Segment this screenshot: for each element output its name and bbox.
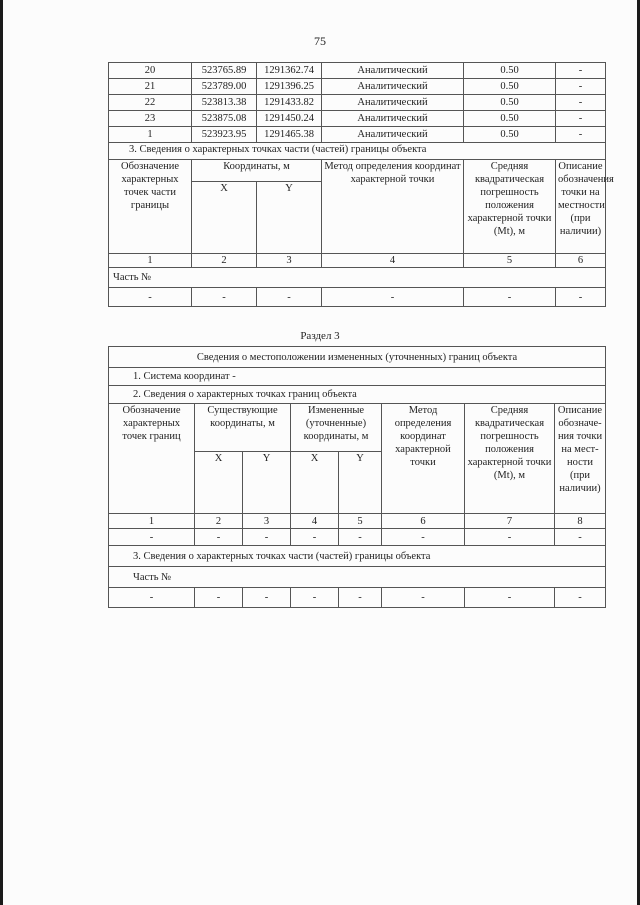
point-row xyxy=(109,111,606,127)
cell: Аналитический xyxy=(322,127,464,143)
empty-row xyxy=(109,288,606,307)
header-y: Y xyxy=(257,182,322,254)
cell: 1291362.74 xyxy=(257,63,322,79)
cell: - xyxy=(339,529,382,546)
col-number: 8 xyxy=(555,514,606,529)
cell: - xyxy=(339,588,382,608)
header-method: Метод определения координат характерной точки xyxy=(322,160,464,254)
col-number: 3 xyxy=(257,254,322,268)
col-number: 5 xyxy=(464,254,556,268)
col-number: 2 xyxy=(195,514,243,529)
changed-boundaries-table xyxy=(108,346,606,608)
header-changed-coords: Измененные (уточненные) координаты, м xyxy=(291,404,382,452)
col-number: 7 xyxy=(465,514,555,529)
cell: 1 xyxy=(109,127,192,143)
cell: - xyxy=(322,288,464,307)
points-title: 2. Сведения о характерных точках границ объекта xyxy=(109,386,606,404)
column-numbers-row xyxy=(109,514,606,529)
col-number: 6 xyxy=(382,514,465,529)
part-number-label: Часть № xyxy=(109,567,606,588)
header-coordinates: Координаты, м xyxy=(192,160,322,182)
col-number: 2 xyxy=(192,254,257,268)
section-heading: Сведения о местоположении измененных (уточненных) границ объекта xyxy=(109,347,606,368)
header-error: Средняя квадратическая погрешность положения характерной точки (Mt), м xyxy=(464,160,556,254)
cell: 20 xyxy=(109,63,192,79)
cell: - xyxy=(291,588,339,608)
cell: 523789.00 xyxy=(192,79,257,95)
point-row xyxy=(109,79,606,95)
header-point-designation: Обозначение характерных точек части границы xyxy=(109,160,192,254)
cell: 0.50 xyxy=(464,127,556,143)
cell: - xyxy=(195,588,243,608)
scan-edge-left xyxy=(0,0,3,905)
header-existing-coords: Существующие координаты, м xyxy=(195,404,291,452)
cell: - xyxy=(555,529,606,546)
header-description: Описание обозначе-ния точки на мест-ности (при наличии) xyxy=(555,404,606,514)
cell: Аналитический xyxy=(322,111,464,127)
cell: - xyxy=(243,529,291,546)
col-number: 1 xyxy=(109,514,195,529)
header-y: Y xyxy=(339,452,382,514)
cell: - xyxy=(556,288,606,307)
section-title: Раздел 3 xyxy=(300,330,340,342)
header-y: Y xyxy=(243,452,291,514)
cell: 23 xyxy=(109,111,192,127)
point-row xyxy=(109,63,606,79)
page-number: 75 xyxy=(314,34,326,48)
cell: - xyxy=(465,529,555,546)
empty-row xyxy=(109,529,606,546)
cell: 1291396.25 xyxy=(257,79,322,95)
points-rows xyxy=(109,63,606,143)
cell: 0.50 xyxy=(464,79,556,95)
cell: 523765.89 xyxy=(192,63,257,79)
cell: 22 xyxy=(109,95,192,111)
col-number: 5 xyxy=(339,514,382,529)
cell: - xyxy=(464,288,556,307)
cell: - xyxy=(556,63,606,79)
col-number: 4 xyxy=(291,514,339,529)
cell: Аналитический xyxy=(322,95,464,111)
header-method: Метод определения координат характерной точки xyxy=(382,404,465,514)
cell: Аналитический xyxy=(322,79,464,95)
cell: 21 xyxy=(109,79,192,95)
cell: - xyxy=(291,529,339,546)
cell: - xyxy=(556,79,606,95)
coord-system: 1. Система координат - xyxy=(109,368,606,386)
header-x: X xyxy=(195,452,243,514)
cell: - xyxy=(109,588,195,608)
cell: 0.50 xyxy=(464,95,556,111)
cell: 1291465.38 xyxy=(257,127,322,143)
cell: - xyxy=(382,588,465,608)
part-number-label: Часть № xyxy=(109,268,606,288)
cell: - xyxy=(556,95,606,111)
header-error: Средняя квадратическая погрешность положения характерной точки (Mt), м xyxy=(465,404,555,514)
cell: - xyxy=(555,588,606,608)
cell: - xyxy=(195,529,243,546)
cell: - xyxy=(465,588,555,608)
cell: - xyxy=(556,127,606,143)
col-number: 4 xyxy=(322,254,464,268)
part-row xyxy=(109,588,606,608)
cell: Аналитический xyxy=(322,63,464,79)
cell: - xyxy=(109,288,192,307)
cell: - xyxy=(109,529,195,546)
cell: - xyxy=(382,529,465,546)
cell: - xyxy=(257,288,322,307)
cell: - xyxy=(192,288,257,307)
header-description: Описание обозначения точки на местности (при наличии) xyxy=(556,160,606,254)
point-row xyxy=(109,95,606,111)
column-numbers-row xyxy=(109,254,606,268)
part-points-title: 3. Сведения о характерных точках части (частей) границы объекта xyxy=(109,143,606,160)
header-x: X xyxy=(291,452,339,514)
header-x: X xyxy=(192,182,257,254)
cell: - xyxy=(243,588,291,608)
cell: 523813.38 xyxy=(192,95,257,111)
cell: - xyxy=(556,111,606,127)
cell: 0.50 xyxy=(464,63,556,79)
cell: 523875.08 xyxy=(192,111,257,127)
point-row xyxy=(109,127,606,143)
col-number: 3 xyxy=(243,514,291,529)
part-points-title: 3. Сведения о характерных точках части (частей) границы объекта xyxy=(109,546,606,567)
col-number: 6 xyxy=(556,254,606,268)
cell: 523923.95 xyxy=(192,127,257,143)
header-point-designation: Обозначение характерных точек границ xyxy=(109,404,195,514)
cell: 1291450.24 xyxy=(257,111,322,127)
col-number: 1 xyxy=(109,254,192,268)
cell: 0.50 xyxy=(464,111,556,127)
points-table-continued xyxy=(108,62,614,307)
cell: 1291433.82 xyxy=(257,95,322,111)
